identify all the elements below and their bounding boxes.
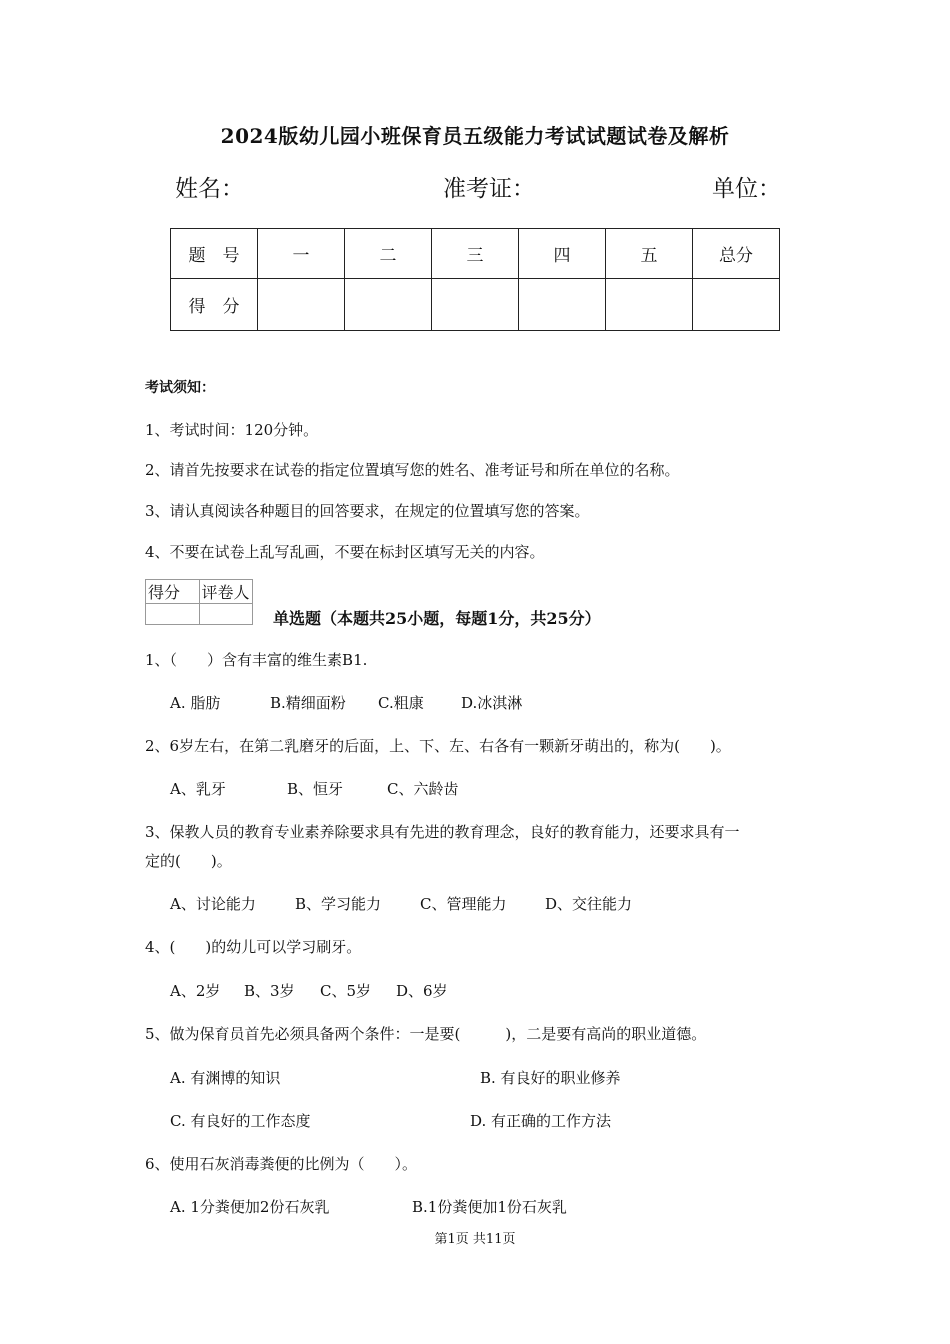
header-cell-total: 总分 [693,229,780,279]
question-stem: 1、（ ）含有丰富的维生素B1. [145,651,368,669]
grader-box [145,579,253,625]
option: B、3岁 [244,982,295,1000]
option: B、恒牙 [287,780,344,798]
option: A、乳牙 [170,780,226,798]
exam-id-field-label: 准考证： [443,176,535,202]
notice-item: 2、请首先按要求在试卷的指定位置填写您的姓名、准考证号和所在单位的名称。 [145,461,680,479]
option: C. 有良好的工作态度 [170,1112,311,1130]
score-cell[interactable] [693,279,780,331]
grader-score-label: 得分 [146,580,200,604]
score-cell[interactable] [432,279,519,331]
option: C.粗康 [378,694,424,712]
grader-name-cell[interactable] [199,604,253,625]
question-stem: 4、( )的幼儿可以学习刷牙。 [145,938,362,956]
option: A、2岁 [170,982,221,1000]
page-footer: 第1页 共11页 [434,1232,516,1247]
unit-field-label: 单位： [712,176,781,202]
score-table-score-row [171,279,780,331]
option: A. 有渊博的知识 [170,1069,281,1087]
score-table [170,228,780,331]
header-cell-5: 五 [606,229,693,279]
score-row-label: 得 分 [171,279,258,331]
option: D、6岁 [396,982,448,1000]
section-title: 单选题（本题共25小题，每题1分，共25分） [273,609,601,628]
grader-score-cell[interactable] [146,604,200,625]
header-cell-question-number: 题 号 [171,229,258,279]
score-table-header-row [171,229,780,279]
option: A. 1分粪便加2份石灰乳 [170,1198,330,1216]
question-stem: 2、6岁左右，在第二乳磨牙的后面，上、下、左、右各有一颗新牙萌出的，称为( )。 [145,737,731,755]
option: B.1份粪便加1份石灰乳 [412,1198,567,1216]
option: B. 有良好的职业修养 [480,1069,621,1087]
question-stem: 6、使用石灰消毒粪便的比例为（ ）。 [145,1155,418,1173]
option: D. 有正确的工作方法 [470,1112,612,1130]
score-cell[interactable] [258,279,345,331]
notice-heading: 考试须知： [145,380,215,396]
score-cell[interactable] [606,279,693,331]
question-stem: 5、做为保育员首先必须具备两个条件：一是要( )，二是要有高尚的职业道德。 [145,1025,707,1043]
notice-item: 3、请认真阅读各种题目的回答要求，在规定的位置填写您的答案。 [145,502,590,520]
header-cell-1: 一 [258,229,345,279]
notice-item: 4、不要在试卷上乱写乱画，不要在标封区填写无关的内容。 [145,543,545,561]
option: C、5岁 [320,982,372,1000]
question-stem: 3、保教人员的教育专业素养除要求具有先进的教育理念，良好的教育能力，还要求具有一 [145,823,740,841]
option: D.冰淇淋 [461,694,523,712]
score-cell[interactable] [519,279,606,331]
option: A. 脂肪 [170,694,221,712]
option: C、管理能力 [420,895,507,913]
option: D、交往能力 [545,895,633,913]
header-cell-4: 四 [519,229,606,279]
notice-item: 1、考试时间：120分钟。 [145,421,319,439]
header-cell-3: 三 [432,229,519,279]
option: C、六龄齿 [387,780,459,798]
header-cell-2: 二 [345,229,432,279]
score-cell[interactable] [345,279,432,331]
question-stem-continued: 定的( )。 [145,852,232,870]
option: B.精细面粉 [270,694,346,712]
name-field-label: 姓名： [175,176,244,202]
option: B、学习能力 [295,895,382,913]
option: A、讨论能力 [170,895,256,913]
page-title: 2024版幼儿园小班保育员五级能力考试试题试卷及解析 [220,124,730,148]
grader-name-label: 评卷人 [199,580,253,604]
